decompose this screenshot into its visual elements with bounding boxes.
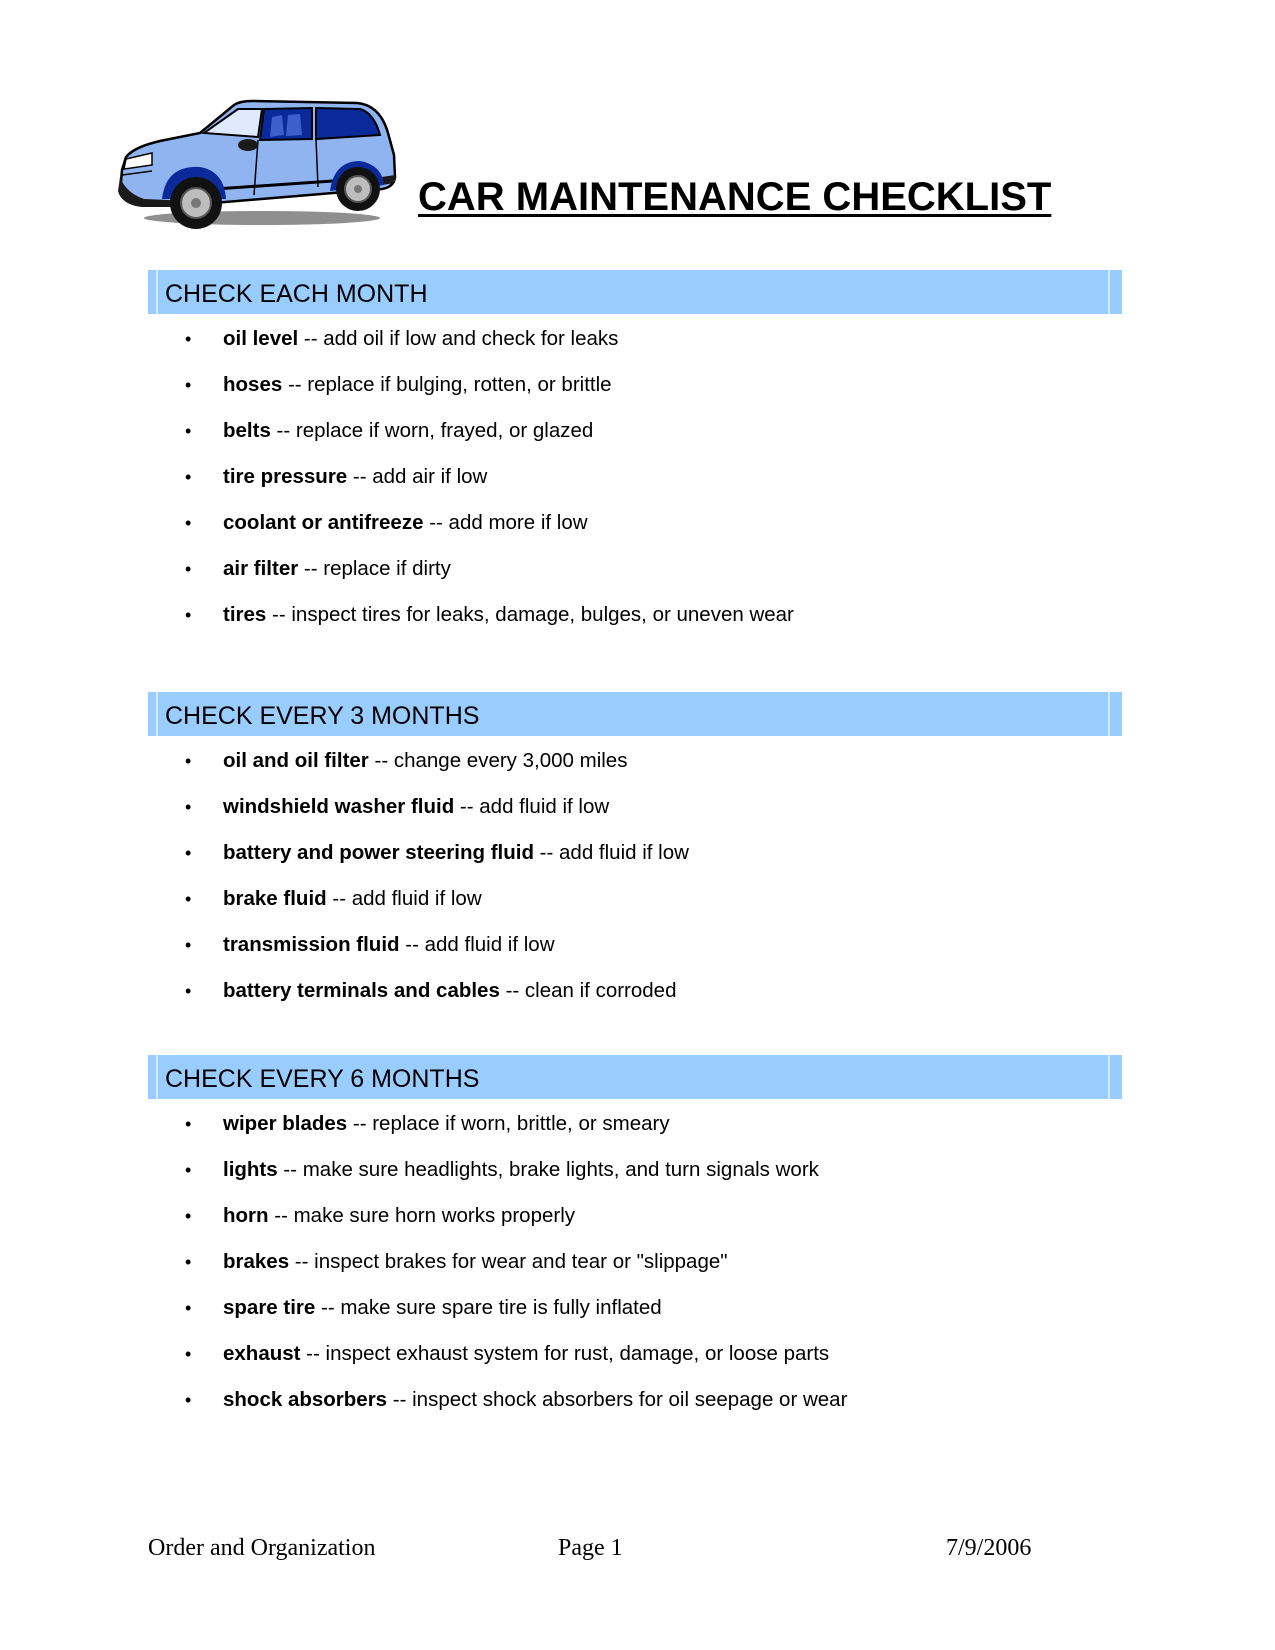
list-item bbox=[185, 511, 794, 557]
item-term: brake fluid bbox=[223, 887, 327, 910]
item-description: -- add fluid if low bbox=[399, 933, 555, 956]
list-item bbox=[185, 1250, 847, 1296]
bullet-icon: • bbox=[185, 467, 192, 487]
bullet-icon: • bbox=[185, 935, 192, 955]
item-term: wiper blades bbox=[223, 1112, 348, 1135]
item-term: exhaust bbox=[223, 1342, 301, 1365]
checklist-semiannual bbox=[185, 1112, 847, 1434]
item-term: battery terminals and cables bbox=[223, 979, 500, 1002]
list-item bbox=[185, 795, 689, 841]
item-description: -- replace if bulging, rotten, or brittle bbox=[282, 373, 612, 396]
list-item bbox=[185, 1296, 847, 1342]
item-description: -- add oil if low and check for leaks bbox=[298, 327, 619, 350]
footer-page-number: Page 1 bbox=[558, 1535, 623, 1561]
item-term: horn bbox=[223, 1204, 269, 1227]
bullet-icon: • bbox=[185, 375, 192, 395]
item-term: lights bbox=[223, 1158, 278, 1181]
list-item bbox=[185, 1158, 847, 1204]
bullet-icon: • bbox=[185, 513, 192, 533]
list-item bbox=[185, 749, 689, 795]
item-term: belts bbox=[223, 419, 271, 442]
list-item bbox=[185, 1112, 847, 1158]
item-description: -- replace if worn, frayed, or glazed bbox=[270, 419, 594, 442]
bullet-icon: • bbox=[185, 843, 192, 863]
list-item bbox=[185, 465, 794, 511]
list-item bbox=[185, 841, 689, 887]
checklist-monthly bbox=[185, 327, 794, 649]
bullet-icon: • bbox=[185, 751, 192, 771]
section-title: CHECK EVERY 6 MONTHS bbox=[165, 1065, 480, 1093]
bullet-icon: • bbox=[185, 1298, 192, 1318]
item-term: tires bbox=[223, 603, 267, 626]
bullet-icon: • bbox=[185, 1160, 192, 1180]
item-term: windshield washer fluid bbox=[223, 795, 455, 818]
item-description: -- add more if low bbox=[423, 511, 588, 534]
item-description: -- add air if low bbox=[347, 465, 488, 488]
item-description: -- make sure horn works properly bbox=[268, 1204, 576, 1227]
item-description: -- add fluid if low bbox=[533, 841, 689, 864]
list-item bbox=[185, 933, 689, 979]
bullet-icon: • bbox=[185, 981, 192, 1001]
section-header-quarterly bbox=[148, 692, 1122, 736]
item-term: shock absorbers bbox=[223, 1388, 388, 1411]
list-item bbox=[185, 1388, 847, 1434]
section-header-semiannual bbox=[148, 1055, 1122, 1099]
bullet-icon: • bbox=[185, 421, 192, 441]
section-title: CHECK EVERY 3 MONTHS bbox=[165, 702, 480, 730]
item-term: hoses bbox=[223, 373, 283, 396]
item-description: -- change every 3,000 miles bbox=[368, 749, 628, 772]
list-item bbox=[185, 1204, 847, 1250]
bullet-icon: • bbox=[185, 1252, 192, 1272]
item-description: -- inspect exhaust system for rust, damage, or loose parts bbox=[300, 1342, 830, 1365]
item-description: -- make sure spare tire is fully inflated bbox=[315, 1296, 662, 1319]
section-header-monthly bbox=[148, 270, 1122, 314]
item-description: -- clean if corroded bbox=[499, 979, 677, 1002]
bullet-icon: • bbox=[185, 889, 192, 909]
item-term: spare tire bbox=[223, 1296, 316, 1319]
item-description: -- add fluid if low bbox=[454, 795, 610, 818]
bullet-icon: • bbox=[185, 559, 192, 579]
item-description: -- replace if worn, brittle, or smeary bbox=[347, 1112, 670, 1135]
item-term: battery and power steering fluid bbox=[223, 841, 534, 864]
bullet-icon: • bbox=[185, 1114, 192, 1134]
item-description: -- make sure headlights, brake lights, and turn signals work bbox=[277, 1158, 819, 1181]
list-item bbox=[185, 557, 794, 603]
list-item bbox=[185, 979, 689, 1025]
item-description: -- inspect brakes for wear and tear or "slippage" bbox=[289, 1250, 728, 1273]
list-item bbox=[185, 887, 689, 933]
item-term: coolant or antifreeze bbox=[223, 511, 424, 534]
item-term: brakes bbox=[223, 1250, 290, 1273]
bullet-icon: • bbox=[185, 1344, 192, 1364]
item-term: transmission fluid bbox=[223, 933, 400, 956]
list-item bbox=[185, 419, 794, 465]
item-description: -- inspect tires for leaks, damage, bulges, or uneven wear bbox=[266, 603, 794, 626]
item-term: air filter bbox=[223, 557, 299, 580]
list-item bbox=[185, 1342, 847, 1388]
item-description: -- add fluid if low bbox=[326, 887, 482, 910]
item-term: tire pressure bbox=[223, 465, 348, 488]
list-item bbox=[185, 603, 794, 649]
item-description: -- replace if dirty bbox=[298, 557, 451, 580]
section-title: CHECK EACH MONTH bbox=[165, 280, 428, 308]
bullet-icon: • bbox=[185, 605, 192, 625]
bullet-icon: • bbox=[185, 797, 192, 817]
item-term: oil and oil filter bbox=[223, 749, 369, 772]
bullet-icon: • bbox=[185, 1206, 192, 1226]
checklist-quarterly bbox=[185, 749, 689, 1025]
car-icon bbox=[112, 95, 402, 240]
list-item bbox=[185, 373, 794, 419]
list-item bbox=[185, 327, 794, 373]
footer-date: 7/9/2006 bbox=[946, 1535, 1032, 1561]
item-term: oil level bbox=[223, 327, 299, 350]
document-title: CAR MAINTENANCE CHECKLIST bbox=[418, 175, 1052, 219]
item-description: -- inspect shock absorbers for oil seepage or wear bbox=[387, 1388, 848, 1411]
footer-left: Order and Organization bbox=[148, 1535, 376, 1561]
bullet-icon: • bbox=[185, 329, 192, 349]
bullet-icon: • bbox=[185, 1390, 192, 1410]
